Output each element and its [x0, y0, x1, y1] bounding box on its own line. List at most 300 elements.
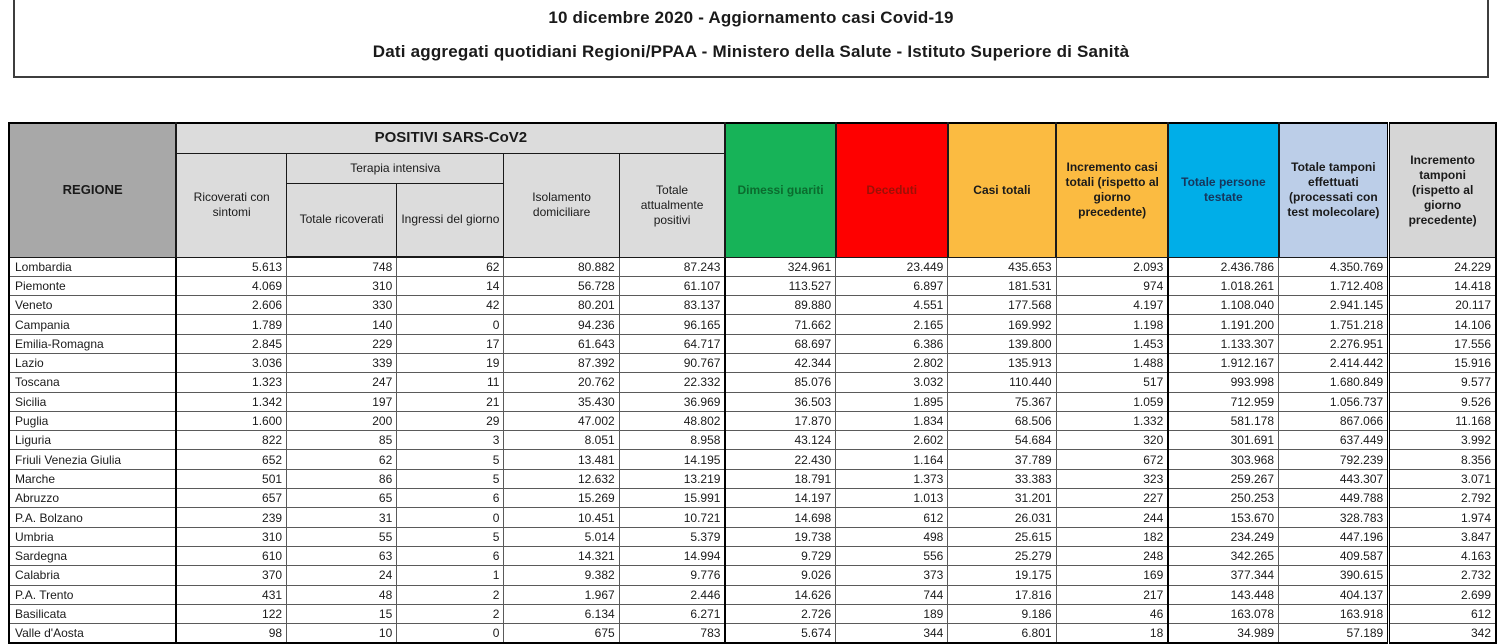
header-isolamento: Isolamento domiciliare — [504, 153, 619, 257]
value-cell: 9.526 — [1389, 392, 1496, 411]
value-cell: 8.958 — [619, 431, 725, 450]
header-totale-ricoverati: Totale ricoverati — [287, 183, 397, 257]
value-cell: 1.895 — [836, 392, 948, 411]
table-row — [9, 353, 1496, 372]
value-cell: 1.059 — [1056, 392, 1168, 411]
value-cell: 11 — [397, 373, 504, 392]
value-cell: 244 — [1056, 508, 1168, 527]
value-cell: 1.834 — [836, 411, 948, 430]
value-cell: 197 — [287, 392, 397, 411]
value-cell: 517 — [1056, 373, 1168, 392]
value-cell: 2 — [397, 604, 504, 623]
value-cell: 17 — [397, 334, 504, 353]
value-cell: 75.367 — [948, 392, 1056, 411]
value-cell: 239 — [176, 508, 286, 527]
value-cell: 5.674 — [725, 624, 835, 643]
value-cell: 373 — [836, 566, 948, 585]
table-row — [9, 604, 1496, 623]
report-title-box — [13, 0, 1489, 78]
value-cell: 9.776 — [619, 566, 725, 585]
value-cell: 89.880 — [725, 296, 835, 315]
value-cell: 71.662 — [725, 315, 835, 334]
value-cell: 18 — [1056, 624, 1168, 643]
table-header — [9, 123, 1496, 257]
value-cell: 35.430 — [504, 392, 619, 411]
value-cell: 56.728 — [504, 276, 619, 295]
value-cell: 62 — [287, 450, 397, 469]
value-cell: 83.137 — [619, 296, 725, 315]
value-cell: 1.600 — [176, 411, 286, 430]
value-cell: 2.436.786 — [1168, 257, 1278, 276]
table-row — [9, 546, 1496, 565]
table-row — [9, 508, 1496, 527]
value-cell: 15 — [287, 604, 397, 623]
value-cell: 14.418 — [1389, 276, 1496, 295]
value-cell: 344 — [836, 624, 948, 643]
region-name-cell: Marche — [9, 469, 176, 488]
value-cell: 1.198 — [1056, 315, 1168, 334]
region-name-cell: Friuli Venezia Giulia — [9, 450, 176, 469]
value-cell: 113.527 — [725, 276, 835, 295]
table-row — [9, 527, 1496, 546]
value-cell: 31.201 — [948, 489, 1056, 508]
value-cell: 96.165 — [619, 315, 725, 334]
value-cell: 5.014 — [504, 527, 619, 546]
region-name-cell: Lazio — [9, 353, 176, 372]
value-cell: 637.449 — [1279, 431, 1389, 450]
table-row — [9, 450, 1496, 469]
value-cell: 80.882 — [504, 257, 619, 276]
table-row — [9, 431, 1496, 450]
value-cell: 227 — [1056, 489, 1168, 508]
value-cell: 4.163 — [1389, 546, 1496, 565]
value-cell: 1.488 — [1056, 353, 1168, 372]
value-cell: 3.032 — [836, 373, 948, 392]
value-cell: 2.606 — [176, 296, 286, 315]
region-name-cell: P.A. Trento — [9, 585, 176, 604]
value-cell: 339 — [287, 353, 397, 372]
table-row — [9, 624, 1496, 643]
table-row — [9, 334, 1496, 353]
value-cell: 1.013 — [836, 489, 948, 508]
value-cell: 310 — [287, 276, 397, 295]
value-cell: 783 — [619, 624, 725, 643]
value-cell: 143.448 — [1168, 585, 1278, 604]
value-cell: 21 — [397, 392, 504, 411]
value-cell: 1.018.261 — [1168, 276, 1278, 295]
value-cell: 169.992 — [948, 315, 1056, 334]
value-cell: 323 — [1056, 469, 1168, 488]
value-cell: 47.002 — [504, 411, 619, 430]
header-incremento-tamponi: Incremento tamponi (rispetto al giorno precedente) — [1389, 123, 1496, 257]
value-cell: 2.699 — [1389, 585, 1496, 604]
value-cell: 404.137 — [1279, 585, 1389, 604]
value-cell: 25.615 — [948, 527, 1056, 546]
value-cell: 675 — [504, 624, 619, 643]
header-ingressi-giorno: Ingressi del giorno — [397, 183, 504, 257]
value-cell: 6 — [397, 489, 504, 508]
value-cell: 36.503 — [725, 392, 835, 411]
value-cell: 3.071 — [1389, 469, 1496, 488]
value-cell: 1.332 — [1056, 411, 1168, 430]
table-row — [9, 411, 1496, 430]
value-cell: 581.178 — [1168, 411, 1278, 430]
value-cell: 19 — [397, 353, 504, 372]
value-cell: 6 — [397, 546, 504, 565]
value-cell: 110.440 — [948, 373, 1056, 392]
value-cell: 15.269 — [504, 489, 619, 508]
value-cell: 20.117 — [1389, 296, 1496, 315]
region-name-cell: Puglia — [9, 411, 176, 430]
value-cell: 163.918 — [1279, 604, 1389, 623]
value-cell: 17.870 — [725, 411, 835, 430]
value-cell: 672 — [1056, 450, 1168, 469]
value-cell: 13.481 — [504, 450, 619, 469]
header-casi-totali: Casi totali — [948, 123, 1056, 257]
value-cell: 9.186 — [948, 604, 1056, 623]
region-name-cell: Toscana — [9, 373, 176, 392]
value-cell: 19.738 — [725, 527, 835, 546]
value-cell: 122 — [176, 604, 286, 623]
value-cell: 62 — [397, 257, 504, 276]
table-row — [9, 566, 1496, 585]
value-cell: 247 — [287, 373, 397, 392]
value-cell: 409.587 — [1279, 546, 1389, 565]
region-name-cell: P.A. Bolzano — [9, 508, 176, 527]
value-cell: 140 — [287, 315, 397, 334]
value-cell: 18.791 — [725, 469, 835, 488]
value-cell: 2 — [397, 585, 504, 604]
value-cell: 5.613 — [176, 257, 286, 276]
value-cell: 2.602 — [836, 431, 948, 450]
header-totale-positivi: Totale attualmente positivi — [619, 153, 725, 257]
value-cell: 68.506 — [948, 411, 1056, 430]
value-cell: 29 — [397, 411, 504, 430]
value-cell: 324.961 — [725, 257, 835, 276]
value-cell: 330 — [287, 296, 397, 315]
table-row — [9, 469, 1496, 488]
value-cell: 169 — [1056, 566, 1168, 585]
value-cell: 6.386 — [836, 334, 948, 353]
value-cell: 2.276.951 — [1279, 334, 1389, 353]
value-cell: 3.036 — [176, 353, 286, 372]
value-cell: 17.816 — [948, 585, 1056, 604]
value-cell: 435.653 — [948, 257, 1056, 276]
value-cell: 177.568 — [948, 296, 1056, 315]
value-cell: 14.195 — [619, 450, 725, 469]
value-cell: 1.912.167 — [1168, 353, 1278, 372]
value-cell: 2.792 — [1389, 489, 1496, 508]
region-name-cell: Sardegna — [9, 546, 176, 565]
value-cell: 19.175 — [948, 566, 1056, 585]
covid-data-table-container — [8, 122, 1498, 644]
value-cell: 181.531 — [948, 276, 1056, 295]
value-cell: 1.967 — [504, 585, 619, 604]
value-cell: 792.239 — [1279, 450, 1389, 469]
header-tamponi-effettuati: Totale tamponi effettuati (processati con test molecolare) — [1279, 123, 1389, 257]
value-cell: 189 — [836, 604, 948, 623]
value-cell: 61.107 — [619, 276, 725, 295]
value-cell: 9.729 — [725, 546, 835, 565]
value-cell: 2.732 — [1389, 566, 1496, 585]
region-name-cell: Basilicata — [9, 604, 176, 623]
value-cell: 6.134 — [504, 604, 619, 623]
region-name-cell: Emilia-Romagna — [9, 334, 176, 353]
header-positivi-group: POSITIVI SARS-CoV2 — [176, 123, 725, 153]
value-cell: 4.069 — [176, 276, 286, 295]
value-cell: 1.342 — [176, 392, 286, 411]
value-cell: 22.430 — [725, 450, 835, 469]
value-cell: 14.994 — [619, 546, 725, 565]
value-cell: 48.802 — [619, 411, 725, 430]
value-cell: 2.845 — [176, 334, 286, 353]
value-cell: 43.124 — [725, 431, 835, 450]
value-cell: 822 — [176, 431, 286, 450]
value-cell: 90.767 — [619, 353, 725, 372]
value-cell: 1.056.737 — [1279, 392, 1389, 411]
value-cell: 10 — [287, 624, 397, 643]
value-cell: 303.968 — [1168, 450, 1278, 469]
value-cell: 250.253 — [1168, 489, 1278, 508]
value-cell: 1.751.218 — [1279, 315, 1389, 334]
value-cell: 328.783 — [1279, 508, 1389, 527]
value-cell: 63 — [287, 546, 397, 565]
value-cell: 310 — [176, 527, 286, 546]
value-cell: 229 — [287, 334, 397, 353]
value-cell: 98 — [176, 624, 286, 643]
value-cell: 234.249 — [1168, 527, 1278, 546]
value-cell: 974 — [1056, 276, 1168, 295]
value-cell: 80.201 — [504, 296, 619, 315]
value-cell: 443.307 — [1279, 469, 1389, 488]
region-name-cell: Lombardia — [9, 257, 176, 276]
value-cell: 57.189 — [1279, 624, 1389, 643]
value-cell: 342.265 — [1168, 546, 1278, 565]
value-cell: 14.197 — [725, 489, 835, 508]
region-name-cell: Liguria — [9, 431, 176, 450]
value-cell: 301.691 — [1168, 431, 1278, 450]
value-cell: 2.802 — [836, 353, 948, 372]
header-incremento-casi: Incremento casi totali (rispetto al giorno precedente) — [1056, 123, 1168, 257]
value-cell: 2.165 — [836, 315, 948, 334]
value-cell: 1.164 — [836, 450, 948, 469]
value-cell: 6.801 — [948, 624, 1056, 643]
value-cell: 1.108.040 — [1168, 296, 1278, 315]
value-cell: 498 — [836, 527, 948, 546]
value-cell: 501 — [176, 469, 286, 488]
value-cell: 2.093 — [1056, 257, 1168, 276]
value-cell: 993.998 — [1168, 373, 1278, 392]
value-cell: 712.959 — [1168, 392, 1278, 411]
value-cell: 14.698 — [725, 508, 835, 527]
value-cell: 1.191.200 — [1168, 315, 1278, 334]
value-cell: 14.321 — [504, 546, 619, 565]
region-name-cell: Sicilia — [9, 392, 176, 411]
region-name-cell: Valle d'Aosta — [9, 624, 176, 643]
value-cell: 612 — [1389, 604, 1496, 623]
table-row — [9, 373, 1496, 392]
table-row — [9, 257, 1496, 276]
value-cell: 0 — [397, 315, 504, 334]
value-cell: 1.373 — [836, 469, 948, 488]
value-cell: 8.051 — [504, 431, 619, 450]
value-cell: 217 — [1056, 585, 1168, 604]
value-cell: 652 — [176, 450, 286, 469]
value-cell: 22.332 — [619, 373, 725, 392]
value-cell: 85.076 — [725, 373, 835, 392]
value-cell: 3 — [397, 431, 504, 450]
value-cell: 55 — [287, 527, 397, 546]
value-cell: 34.989 — [1168, 624, 1278, 643]
value-cell: 377.344 — [1168, 566, 1278, 585]
region-name-cell: Piemonte — [9, 276, 176, 295]
value-cell: 182 — [1056, 527, 1168, 546]
value-cell: 342 — [1389, 624, 1496, 643]
value-cell: 20.762 — [504, 373, 619, 392]
table-row — [9, 296, 1496, 315]
table-row — [9, 585, 1496, 604]
value-cell: 2.446 — [619, 585, 725, 604]
value-cell: 5 — [397, 527, 504, 546]
report-subtitle: Dati aggregati quotidiani Regioni/PPAA - Ministero della Salute - Istituto Superiore di Sanità — [372, 42, 1130, 61]
value-cell: 5 — [397, 450, 504, 469]
table-body — [9, 257, 1496, 643]
value-cell: 37.789 — [948, 450, 1056, 469]
value-cell: 14.626 — [725, 585, 835, 604]
value-cell: 26.031 — [948, 508, 1056, 527]
value-cell: 17.556 — [1389, 334, 1496, 353]
value-cell: 10.451 — [504, 508, 619, 527]
value-cell: 2.726 — [725, 604, 835, 623]
value-cell: 1.323 — [176, 373, 286, 392]
value-cell: 31 — [287, 508, 397, 527]
value-cell: 42 — [397, 296, 504, 315]
value-cell: 68.697 — [725, 334, 835, 353]
value-cell: 9.577 — [1389, 373, 1496, 392]
report-title: 10 dicembre 2020 - Aggiornamento casi Covid-19 — [548, 8, 954, 27]
value-cell: 135.913 — [948, 353, 1056, 372]
value-cell: 744 — [836, 585, 948, 604]
value-cell: 259.267 — [1168, 469, 1278, 488]
value-cell: 556 — [836, 546, 948, 565]
value-cell: 0 — [397, 508, 504, 527]
value-cell: 46 — [1056, 604, 1168, 623]
header-terapia-intensiva: Terapia intensiva — [287, 153, 504, 183]
value-cell: 1.712.408 — [1279, 276, 1389, 295]
value-cell: 33.383 — [948, 469, 1056, 488]
header-persone-testate: Totale persone testate — [1168, 123, 1278, 257]
value-cell: 612 — [836, 508, 948, 527]
value-cell: 85 — [287, 431, 397, 450]
value-cell: 748 — [287, 257, 397, 276]
region-name-cell: Calabria — [9, 566, 176, 585]
covid-data-table — [8, 122, 1497, 644]
value-cell: 2.414.442 — [1279, 353, 1389, 372]
value-cell: 87.243 — [619, 257, 725, 276]
value-cell: 1.974 — [1389, 508, 1496, 527]
value-cell: 15.991 — [619, 489, 725, 508]
value-cell: 6.897 — [836, 276, 948, 295]
value-cell: 36.969 — [619, 392, 725, 411]
value-cell: 1 — [397, 566, 504, 585]
table-row — [9, 392, 1496, 411]
region-name-cell: Umbria — [9, 527, 176, 546]
value-cell: 24 — [287, 566, 397, 585]
value-cell: 657 — [176, 489, 286, 508]
value-cell: 2.941.145 — [1279, 296, 1389, 315]
value-cell: 64.717 — [619, 334, 725, 353]
value-cell: 15.916 — [1389, 353, 1496, 372]
value-cell: 431 — [176, 585, 286, 604]
value-cell: 14 — [397, 276, 504, 295]
value-cell: 42.344 — [725, 353, 835, 372]
table-row — [9, 276, 1496, 295]
header-dimessi-guariti: Dimessi guariti — [725, 123, 835, 257]
value-cell: 25.279 — [948, 546, 1056, 565]
value-cell: 610 — [176, 546, 286, 565]
value-cell: 390.615 — [1279, 566, 1389, 585]
value-cell: 54.684 — [948, 431, 1056, 450]
value-cell: 153.670 — [1168, 508, 1278, 527]
value-cell: 1.453 — [1056, 334, 1168, 353]
value-cell: 6.271 — [619, 604, 725, 623]
region-name-cell: Abruzzo — [9, 489, 176, 508]
value-cell: 449.788 — [1279, 489, 1389, 508]
value-cell: 8.356 — [1389, 450, 1496, 469]
value-cell: 4.350.769 — [1279, 257, 1389, 276]
table-row — [9, 489, 1496, 508]
value-cell: 248 — [1056, 546, 1168, 565]
value-cell: 139.800 — [948, 334, 1056, 353]
value-cell: 9.026 — [725, 566, 835, 585]
value-cell: 4.551 — [836, 296, 948, 315]
value-cell: 5 — [397, 469, 504, 488]
value-cell: 5.379 — [619, 527, 725, 546]
value-cell: 320 — [1056, 431, 1168, 450]
header-deceduti: Deceduti — [836, 123, 948, 257]
value-cell: 200 — [287, 411, 397, 430]
value-cell: 24.229 — [1389, 257, 1496, 276]
region-name-cell: Campania — [9, 315, 176, 334]
value-cell: 1.789 — [176, 315, 286, 334]
header-regione: REGIONE — [9, 123, 176, 257]
value-cell: 61.643 — [504, 334, 619, 353]
value-cell: 10.721 — [619, 508, 725, 527]
value-cell: 9.382 — [504, 566, 619, 585]
value-cell: 163.078 — [1168, 604, 1278, 623]
value-cell: 11.168 — [1389, 411, 1496, 430]
value-cell: 0 — [397, 624, 504, 643]
value-cell: 13.219 — [619, 469, 725, 488]
value-cell: 370 — [176, 566, 286, 585]
value-cell: 1.133.307 — [1168, 334, 1278, 353]
value-cell: 86 — [287, 469, 397, 488]
value-cell: 3.992 — [1389, 431, 1496, 450]
value-cell: 94.236 — [504, 315, 619, 334]
value-cell: 12.632 — [504, 469, 619, 488]
header-ricoverati-sintomi: Ricoverati con sintomi — [176, 153, 286, 257]
value-cell: 3.847 — [1389, 527, 1496, 546]
value-cell: 1.680.849 — [1279, 373, 1389, 392]
value-cell: 87.392 — [504, 353, 619, 372]
table-row — [9, 315, 1496, 334]
value-cell: 65 — [287, 489, 397, 508]
value-cell: 4.197 — [1056, 296, 1168, 315]
value-cell: 867.066 — [1279, 411, 1389, 430]
value-cell: 23.449 — [836, 257, 948, 276]
value-cell: 447.196 — [1279, 527, 1389, 546]
value-cell: 48 — [287, 585, 397, 604]
